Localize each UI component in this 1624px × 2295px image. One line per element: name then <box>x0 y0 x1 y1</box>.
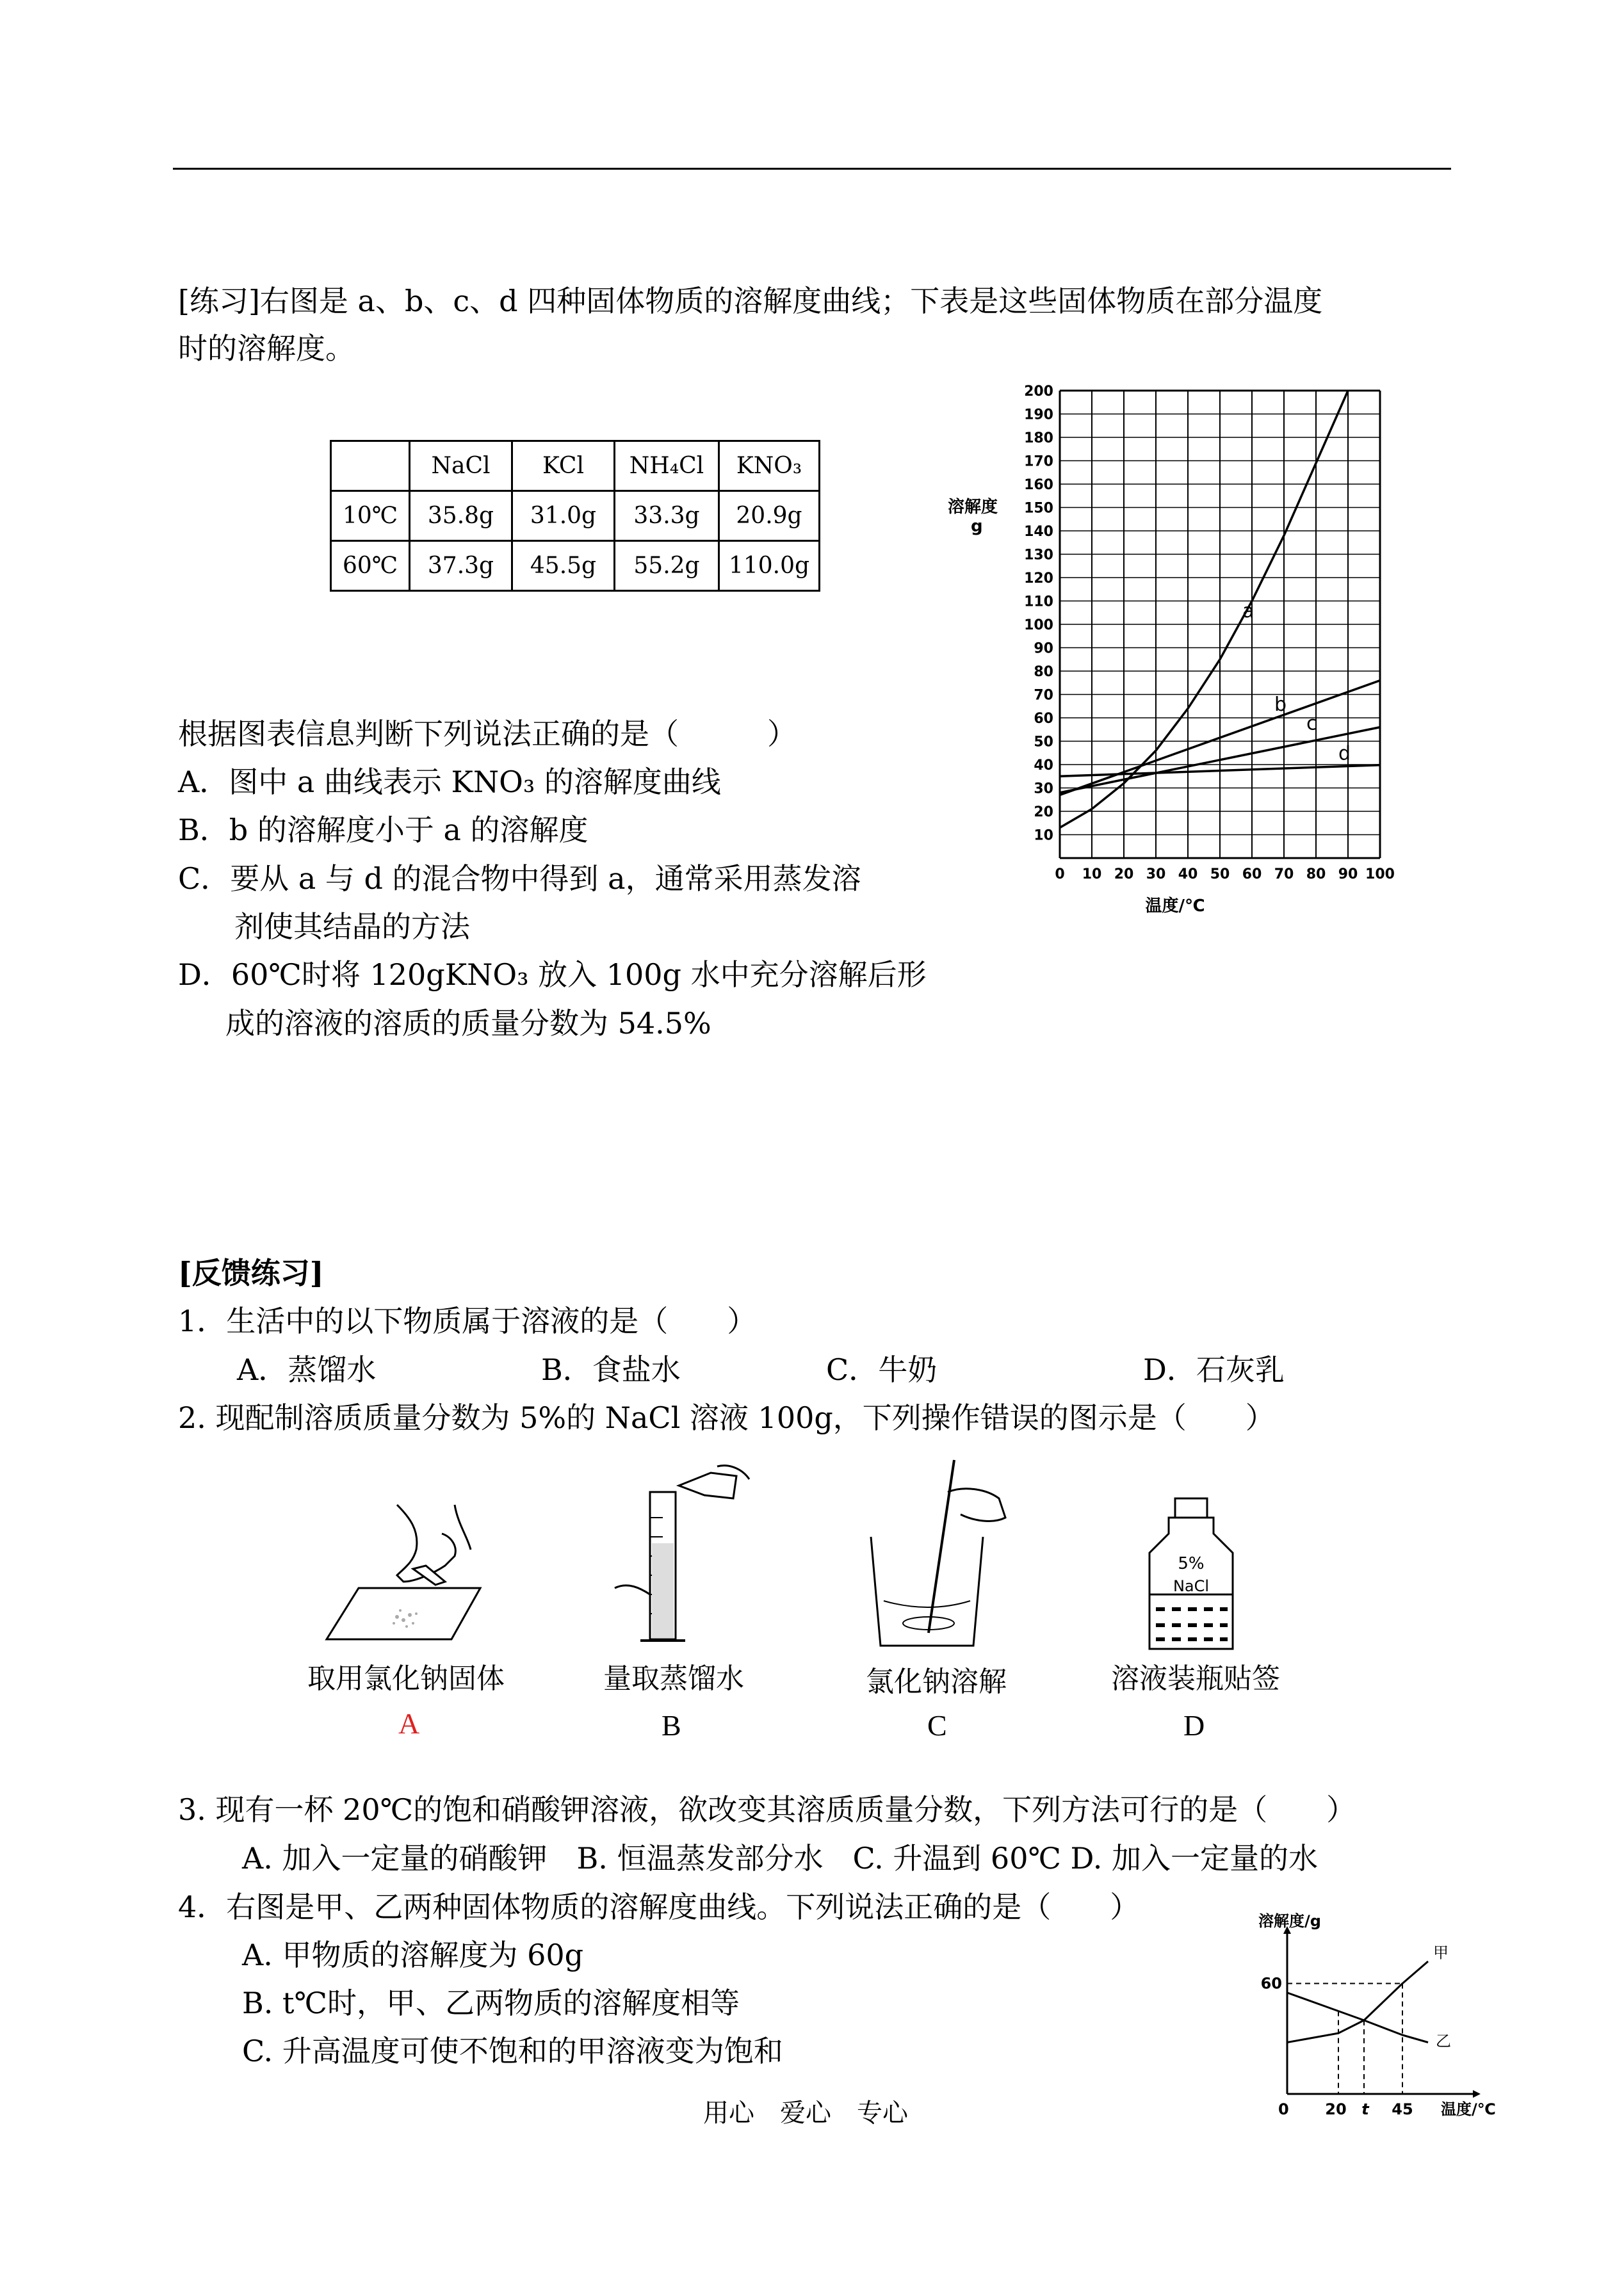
q1-option-a: A．蒸馏水 <box>237 1352 377 1387</box>
table-cell: 10℃ <box>331 491 410 541</box>
practice-intro-line2: 时的溶解度。 <box>178 331 355 366</box>
y-tick-label: 180 <box>1024 430 1053 446</box>
bottle-label-name: NaCl <box>1173 1577 1210 1595</box>
chart-grid <box>1060 391 1380 858</box>
table-header-row <box>331 441 820 491</box>
table-cell: 31.0g <box>512 491 615 541</box>
dissolving-illustration <box>858 1454 1012 1658</box>
y-tick-label: 110 <box>1024 594 1053 610</box>
q2-stem: 2. 现配制溶质质量分数为 5%的 NaCl 溶液 100g，下列操作错误的图示是（ ） <box>178 1400 1275 1435</box>
x-tick-labels <box>1055 866 1395 882</box>
y-axis-label <box>948 497 998 536</box>
x-axis-label: 温度/℃ <box>1145 896 1205 916</box>
weighing-solid-illustration <box>307 1492 493 1652</box>
q2-letter-a: A <box>398 1707 420 1740</box>
practice-option-b: B．b 的溶解度小于 a 的溶解度 <box>178 813 589 847</box>
chart-axes <box>1283 1926 1481 2098</box>
series-label-b: b <box>1274 693 1287 717</box>
table-row <box>331 541 820 591</box>
table-cell: KNO₃ <box>719 441 820 491</box>
series-label-d: d <box>1338 742 1351 765</box>
y-label-part: g <box>971 517 983 536</box>
x-tick-label: 80 <box>1306 866 1326 882</box>
practice-option-d-line1: D．60℃时将 120gKNO₃ 放入 100g 水中充分溶解后形 <box>178 957 927 992</box>
q1-option-b: B．食盐水 <box>541 1352 681 1387</box>
table-cell: 60℃ <box>331 541 410 591</box>
q2-caption-b: 量取蒸馏水 <box>603 1662 744 1695</box>
x-tick-label: 50 <box>1210 866 1230 882</box>
series-label-c: c <box>1306 712 1317 735</box>
q2-letter-d: D <box>1183 1709 1205 1742</box>
q1-stem: 1．生活中的以下物质属于溶液的是（ ） <box>178 1304 757 1338</box>
q1-option-d: D．石灰乳 <box>1143 1352 1285 1387</box>
y-tick-label: 40 <box>1034 758 1053 774</box>
q4-option-b: B. t℃时，甲、乙两物质的溶解度相等 <box>242 1986 740 2020</box>
table-row <box>331 491 820 541</box>
y-label-part: 溶解度 <box>948 498 998 517</box>
x-axis-label: 温度/℃ <box>1441 2100 1496 2118</box>
y-tick-label: 50 <box>1034 734 1053 750</box>
x-tick-label: 60 <box>1242 866 1262 882</box>
q2-caption-d: 溶液装瓶贴签 <box>1111 1662 1280 1695</box>
bottle-label-percent: 5% <box>1178 1554 1205 1573</box>
x-tick-label: 20 <box>1114 866 1134 882</box>
table-cell: 55.2g <box>615 541 719 591</box>
x-tick-label: 45 <box>1392 2100 1413 2118</box>
q4-stem: 4．右图是甲、乙两种固体物质的溶解度曲线。下列说法正确的是（ ） <box>178 1890 1140 1924</box>
header-rule <box>173 168 1451 170</box>
table-cell: NH₄Cl <box>615 441 719 491</box>
x-tick-label: 10 <box>1082 866 1102 882</box>
series-label-yi: 乙 <box>1436 2032 1451 2050</box>
table-cell <box>331 441 410 491</box>
x-tick-label: 0 <box>1278 2100 1289 2118</box>
y-tick-label: 120 <box>1024 571 1053 587</box>
x-tick-label: 20 <box>1325 2100 1347 2118</box>
feedback-title: [反馈练习] <box>178 1256 324 1290</box>
table-cell: 45.5g <box>512 541 615 591</box>
x-tick-label: 90 <box>1338 866 1358 882</box>
measuring-water-illustration <box>602 1460 768 1652</box>
y-tick-label: 80 <box>1034 664 1053 680</box>
x-tick-label: 30 <box>1146 866 1166 882</box>
q3-options: A. 加入一定量的硝酸钾 B. 恒温蒸发部分水 C. 升温到 60℃ D. 加入一定量的水 <box>242 1841 1319 1876</box>
practice-option-d-line2: 成的溶液的溶质的质量分数为 54.5% <box>225 1006 711 1041</box>
table-cell: 110.0g <box>719 541 820 591</box>
table-cell: KCl <box>512 441 615 491</box>
practice-option-c-line2: 剂使其结晶的方法 <box>234 909 470 944</box>
q2-caption-a: 取用氯化钠固体 <box>307 1662 505 1695</box>
x-tick-label: 0 <box>1055 866 1065 882</box>
q2-caption-c: 氯化钠溶解 <box>866 1666 1007 1698</box>
q2-letter-b: B <box>662 1709 681 1742</box>
y-tick-label: 30 <box>1034 781 1053 797</box>
y-tick-label: 150 <box>1024 500 1053 517</box>
q4-option-a: A. 甲物质的溶解度为 60g <box>242 1938 584 1972</box>
practice-option-c-line1: C．要从 a 与 d 的混合物中得到 a，通常采用蒸发溶 <box>178 861 861 896</box>
x-tick-label: 100 <box>1365 866 1395 882</box>
series-label-a: a <box>1242 600 1255 623</box>
x-axis-arrow <box>1473 2090 1481 2098</box>
practice-intro-line1: [练习]右图是 a、b、c、d 四种固体物质的溶解度曲线；下表是这些固体物质在部分温度 <box>178 284 1323 318</box>
x-tick-label: 40 <box>1178 866 1198 882</box>
solubility-chart-jia-yi <box>1249 1908 1518 2126</box>
table-cell: 35.8g <box>410 491 512 541</box>
practice-question-stem: 根据图表信息判断下列说法正确的是（ ） <box>178 717 797 751</box>
x-tick-label: t <box>1361 2100 1369 2118</box>
y-tick-label: 60 <box>1260 1974 1282 1993</box>
table-cell: 37.3g <box>410 541 512 591</box>
series-label-jia: 甲 <box>1433 1943 1449 1962</box>
y-tick-label: 70 <box>1034 687 1053 704</box>
x-tick-label: 70 <box>1274 866 1294 882</box>
y-tick-label: 100 <box>1024 617 1053 633</box>
y-tick-label: 90 <box>1034 640 1053 657</box>
solubility-chart-abcd <box>935 371 1422 935</box>
y-tick-label: 140 <box>1024 524 1053 540</box>
y-tick-label: 20 <box>1034 804 1053 820</box>
series-line <box>1287 1993 1428 2043</box>
y-tick-label: 190 <box>1024 407 1053 423</box>
q3-stem: 3. 现有一杯 20℃的饱和硝酸钾溶液，欲改变其溶质质量分数，下列方法可行的是（ ） <box>178 1792 1356 1827</box>
q1-option-c: C．牛奶 <box>826 1352 938 1387</box>
footer: 用心 爱心 专心 <box>703 2098 908 2128</box>
y-axis-label: 溶解度/g <box>1258 1912 1321 1930</box>
y-tick-labels <box>1024 384 1053 844</box>
chart-series <box>1287 1943 1451 2050</box>
y-tick-label: 10 <box>1034 827 1053 844</box>
practice-option-a: A．图中 a 曲线表示 KNO₃ 的溶解度曲线 <box>178 765 721 799</box>
solubility-table <box>330 440 820 592</box>
y-tick-label: 170 <box>1024 453 1053 470</box>
table-cell: 20.9g <box>719 491 820 541</box>
y-tick-label: 130 <box>1024 547 1053 564</box>
y-tick-label: 200 <box>1024 384 1053 400</box>
table-cell: NaCl <box>410 441 512 491</box>
q4-option-c: C. 升高温度可使不饱和的甲溶液变为饱和 <box>242 2034 783 2068</box>
q2-letter-c: C <box>927 1709 947 1742</box>
y-tick-label: 160 <box>1024 477 1053 493</box>
table-cell: 33.3g <box>615 491 719 541</box>
bottle-label-illustration <box>1140 1495 1242 1655</box>
y-tick-label: 60 <box>1034 711 1053 727</box>
series-line <box>1287 1961 1428 2043</box>
